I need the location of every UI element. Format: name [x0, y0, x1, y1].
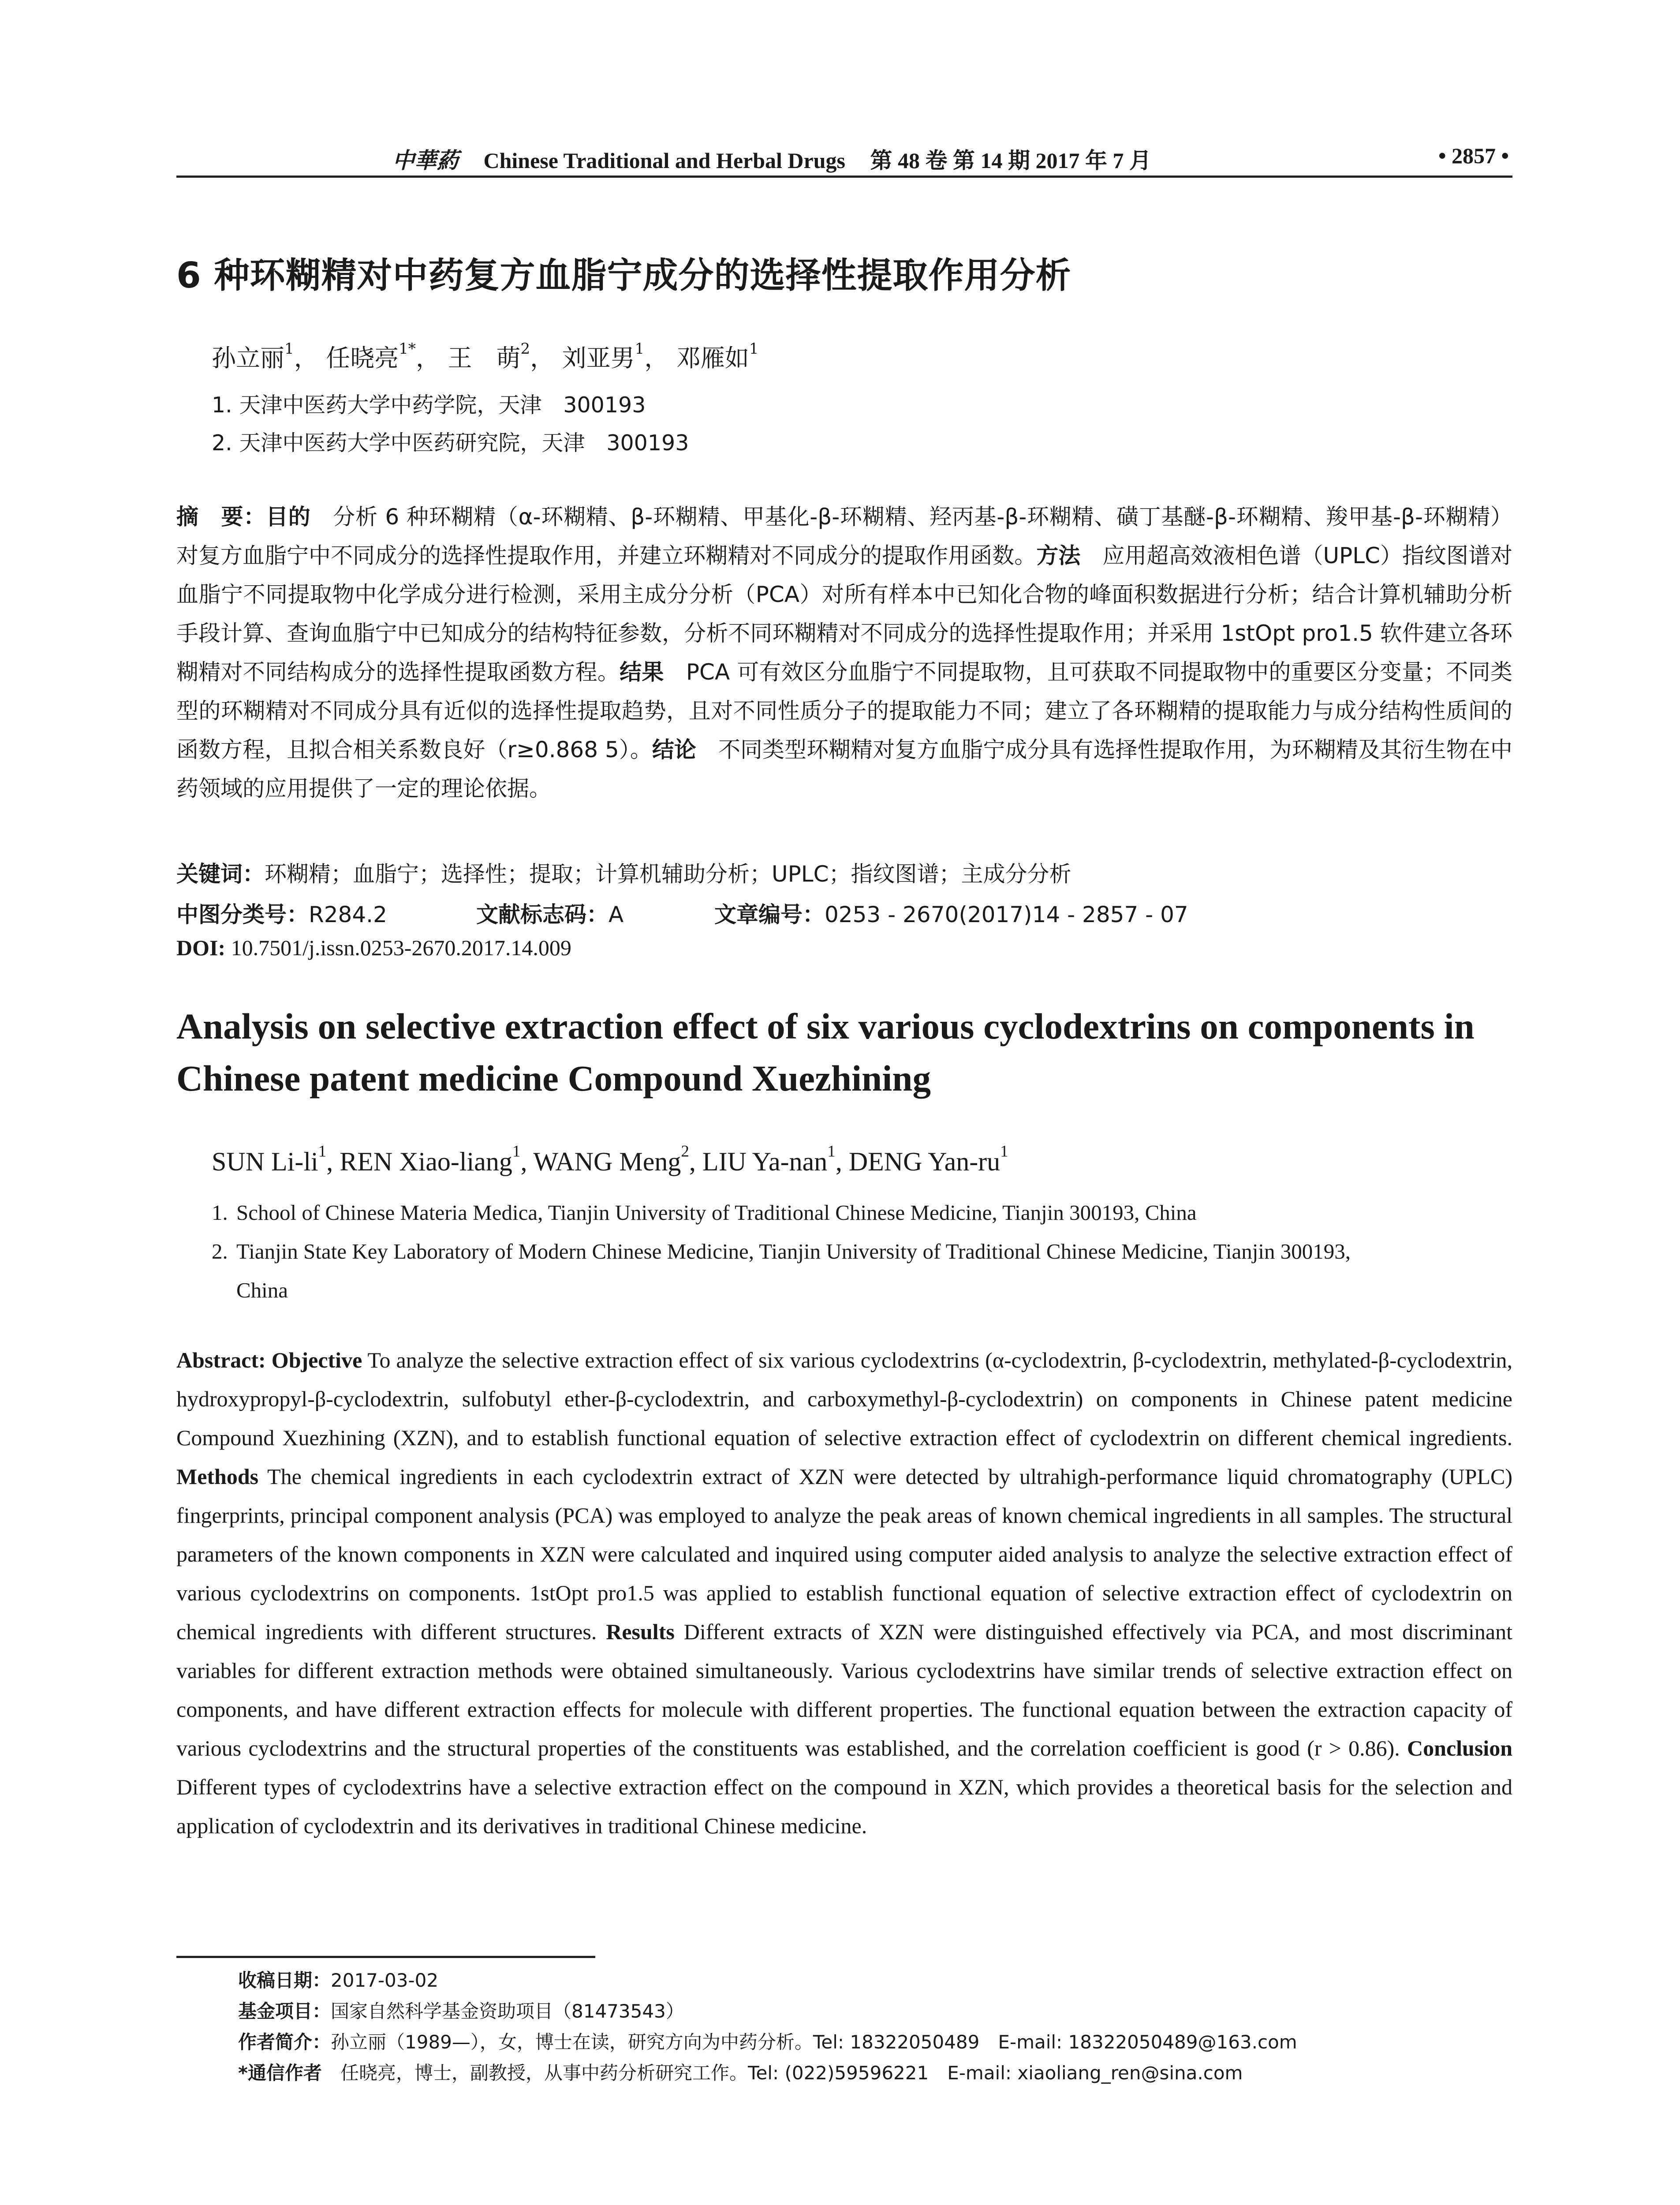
chinese-affiliation-1: 1. 天津中医药大学中药学院，天津 300193: [212, 392, 646, 418]
methods-text: The chemical ingredients in each cyclodextrin extract of XZN were detected by ultrahigh-performance liquid chromatography (UPLC) fingerprints, principal component analysis (PCA) was employed to analyze the peak areas of known chemical ingredients in all samples. The structural parameters of the known components in XZN were calculated and inquired using computer aided analysis to analyze the selective extraction effect of various cyclodextrins on components. 1stOpt pro1.5 was applied to establish functional equation of selective extraction effect of cyclodextrin on chemical ingredients with different structures.: [176, 1464, 1512, 1644]
author-name: SUN Li-li: [212, 1147, 318, 1176]
chinese-affiliation-2: 2. 天津中医药大学中医药研究院，天津 300193: [212, 430, 689, 456]
english-abstract: [176, 1341, 1512, 1845]
objective-text: 分析 6 种环糊精（α-环糊精、β-环糊精、甲基化-β-环糊精、羟丙基-β-环糊精、磺丁基醚-β-环糊精、羧甲基-β-环糊精）对复方血脂宁中不同成分的选择性提取作用，并建立环糊精对不同成分的提取作用函数。: [176, 504, 1512, 568]
results-label: Results: [606, 1619, 675, 1644]
doc-code-group: [476, 897, 714, 929]
conclusion-label: 结论: [652, 737, 696, 762]
methods-text: 应用超高效液相色谱（UPLC）指纹图谱对血脂宁不同提取物中化学成分进行检测，采用主成分分析（PCA）对所有样本中已知化合物的峰面积数据进行分析；结合计算机辅助分析手段计算、查询血脂宁中已知成分的结构特征参数，分析不同环糊精对不同成分的选择性提取作用；并采用 1stOpt pro1.5 软件建立各环糊精对不同结构成分的选择性提取函数方程。: [176, 543, 1513, 685]
methods-label: 方法: [1036, 543, 1081, 568]
chinese-abstract: [176, 497, 1512, 808]
doi-label: DOI:: [176, 935, 226, 960]
results-text: PCA 可有效区分血脂宁不同提取物，且可获取不同提取物中的重要区分变量；不同类型的环糊精对不同成分具有近似的选择性提取趋势，且对不同性质分子的提取能力不同；建立了各环糊精的提取能力与成分结构性质间的函数方程，且拟合相关系数良好（r≥0.868 5）。: [176, 659, 1513, 762]
author-name: DENG Yan-ru: [848, 1147, 1001, 1176]
footnote-label: 基金项目：: [238, 2000, 331, 2022]
english-authors: [212, 1142, 1008, 1177]
author-separator: ，: [415, 344, 440, 372]
article-no-value: 0253 - 2670(2017)14 - 2857 - 07: [825, 902, 1188, 927]
conclusion-text: 不同类型环糊精对复方血脂宁成分具有选择性提取作用，为环糊精及其衍生物在中药领域的应用提供了一定的理论依据。: [176, 737, 1513, 801]
clc-label: 中图分类号：: [176, 902, 309, 927]
keywords-label: 关键词：: [176, 861, 265, 887]
clc-value: R284.2: [309, 902, 387, 927]
doi-line: [176, 935, 571, 960]
footnote-divider: [176, 1956, 595, 1958]
objective-label: Objective: [271, 1348, 362, 1372]
author-affiliation-mark: 1: [1000, 1142, 1008, 1161]
footnote-received: [238, 1966, 438, 1992]
affiliation-text: School of Chinese Materia Medica, Tianjin University of Traditional Chinese Medicine, Tianjin 300193, China: [236, 1200, 1197, 1225]
author-separator: ,: [835, 1147, 849, 1176]
author-name: 任晓亮: [326, 344, 399, 372]
header-journal-line: [392, 143, 1151, 175]
footnote-text: 国家自然科学基金资助项目（81473543）: [331, 2000, 684, 2022]
author-affiliation-mark: 1: [827, 1142, 836, 1161]
author-name: WANG Meng: [533, 1147, 681, 1176]
affiliation-text-continued: China: [236, 1278, 288, 1302]
doc-code-value: A: [609, 902, 624, 927]
author-affiliation-mark: 2: [681, 1142, 689, 1161]
keywords-line: [176, 856, 1071, 888]
results-label: 结果: [620, 659, 664, 685]
objective-label: 目的: [266, 504, 311, 530]
author-separator: ，: [294, 344, 318, 372]
results-text: Different extracts of XZN were distinguished effectively via PCA, and most discriminant variables for different extraction methods were obtained simultaneously. Various cyclodextrins have similar trends of selective extraction effect on components, and have different extraction effects for molecule with different properties. The functional equation between the extraction capacity of various cyclodextrins and the structural properties of the constituents was established, and the correlation coefficient is good (r > 0.86).: [176, 1619, 1512, 1760]
english-title: Analysis on selective extraction effect of six various cyclodextrins on components in Chinese patent medicine Compound Xuezhining: [176, 1006, 1475, 1099]
author-separator: ,: [520, 1147, 534, 1176]
author-separator: ,: [689, 1147, 702, 1176]
clc-group: [176, 897, 476, 929]
author-separator: ，: [644, 344, 669, 372]
footnote-label: 作者简介：: [238, 2031, 331, 2053]
author-name: LIU Ya-nan: [702, 1147, 828, 1176]
author-affiliation-mark: 1: [635, 340, 645, 358]
footnote-corresponding-author: [238, 2059, 1243, 2085]
author-name: 刘亚男: [562, 344, 635, 372]
chinese-title: 6 种环糊精对中药复方血脂宁成分的选择性提取作用分析: [176, 255, 1071, 296]
footnote-label: 收稿日期：: [238, 1970, 331, 1991]
footnote-text: 任晓亮，博士，副教授，从事中药分析研究工作。Tel: (022)59596221 E-mail: xiaoliang_ren@sina.com: [340, 2062, 1243, 2084]
affiliation-text: Tianjin State Key Laboratory of Modern Chinese Medicine, Tianjin University of Traditional Chinese Medicine, Tianjin 300193,: [236, 1239, 1351, 1263]
classification-line: [176, 897, 1188, 929]
volume-info: 第 48 卷 第 14 期 2017 年 7 月: [870, 148, 1151, 173]
english-affiliation-2: [212, 1232, 1512, 1310]
footnote-text: 孙立丽（1989—），女，博士在读，研究方向为中药分析。Tel: 18322050489 E-mail: 18322050489@163.com: [331, 2031, 1297, 2053]
author-affiliation-mark: 1: [512, 1142, 521, 1161]
page-number: • 2857 •: [1438, 143, 1509, 168]
author-separator: ，: [530, 344, 555, 372]
footnote-funding: [238, 1997, 684, 2023]
abstract-label: Abstract:: [176, 1348, 266, 1372]
journal-name: Chinese Traditional and Herbal Drugs: [483, 148, 845, 173]
footnote-label: *通信作者: [238, 2062, 340, 2084]
running-header: [176, 135, 1512, 178]
author-name: 孙立丽: [212, 344, 285, 372]
author-name: 邓雁如: [676, 344, 749, 372]
author-name: REN Xiao-liang: [340, 1147, 512, 1176]
author-affiliation-mark: 1*: [399, 340, 416, 358]
author-affiliation-mark: 1: [749, 340, 759, 358]
author-separator: ,: [326, 1147, 340, 1176]
article-no-group: [714, 897, 1188, 929]
journal-logo: 中華葯: [392, 147, 459, 173]
author-affiliation-mark: 2: [520, 340, 530, 358]
doc-code-label: 文献标志码：: [476, 902, 609, 927]
chinese-authors: [212, 339, 759, 374]
doi-value: 10.7501/j.issn.0253-2670.2017.14.009: [225, 935, 571, 960]
english-affiliation-1: [212, 1193, 1512, 1232]
affiliation-number: 1.: [212, 1200, 228, 1225]
keywords-text: 环糊精；血脂宁；选择性；提取；计算机辅助分析；UPLC；指纹图谱；主成分分析: [265, 861, 1071, 887]
author-affiliation-mark: 1: [284, 340, 294, 358]
author-affiliation-mark: 1: [318, 1142, 327, 1161]
footnote-text: 2017-03-02: [331, 1970, 439, 1991]
conclusion-text: Different types of cyclodextrins have a selective extraction effect on the compound in XZN, which provides a theoretical basis for the selection and application of cyclodextrin and its derivatives in traditional Chinese medicine.: [176, 1775, 1512, 1838]
methods-label: Methods: [176, 1464, 259, 1489]
footnote-author-bio: [238, 2028, 1297, 2054]
abstract-label: 摘 要：: [176, 504, 266, 530]
article-no-label: 文章编号：: [714, 902, 825, 927]
objective-text: To analyze the selective extraction effect of six various cyclodextrins (α-cyclodextrin, β-cyclodextrin, methylated-β-cyclodextrin, hydroxypropyl-β-cyclodextrin, sulfobutyl ether-β-cyclodextrin, and carboxymethyl-β-cyclodextrin) on components in Chinese patent medicine Compound Xuezhining (XZN), and to establish functional equation of selective extraction effect of cyclodextrin on different chemical ingredients.: [176, 1348, 1513, 1450]
affiliation-number: 2.: [212, 1239, 228, 1263]
conclusion-label: Conclusion: [1407, 1736, 1512, 1760]
author-name: 王 萌: [448, 344, 521, 372]
